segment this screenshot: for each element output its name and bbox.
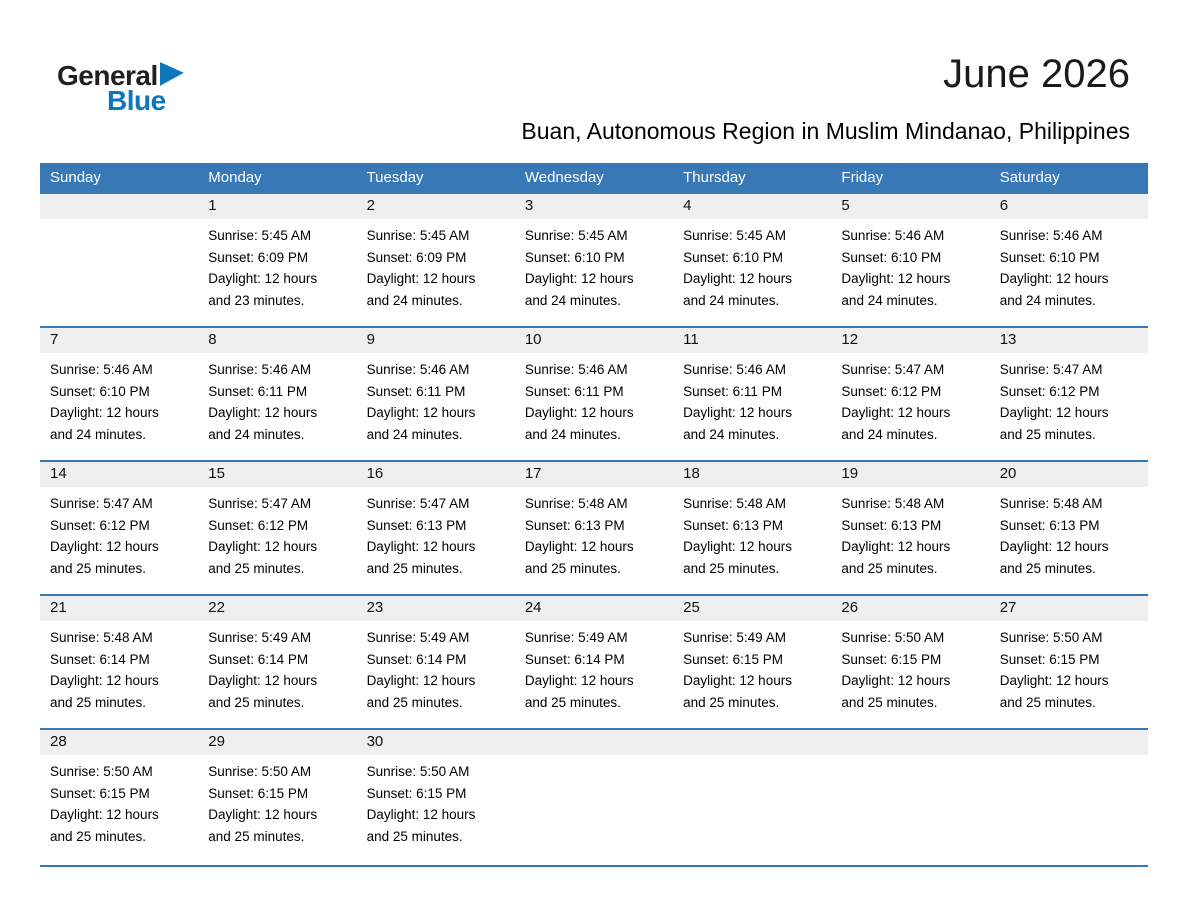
location-subtitle: Buan, Autonomous Region in Muslim Mindanao, Philippines xyxy=(521,118,1130,144)
day-info-line: Sunset: 6:13 PM xyxy=(524,517,625,533)
day-info-line: and 24 minutes. xyxy=(683,292,780,308)
day-info-line: Daylight: 12 hours xyxy=(841,405,951,420)
logo-text-blue: Blue xyxy=(107,85,166,116)
day-info-line: Sunrise: 5:48 AM xyxy=(999,496,1103,511)
weekday-header-row xyxy=(40,163,1148,192)
day-info-line: and 25 minutes. xyxy=(50,828,147,844)
day-info-line: Sunrise: 5:46 AM xyxy=(999,228,1103,243)
day-info-line: and 25 minutes. xyxy=(999,694,1096,710)
day-cell-empty xyxy=(40,194,198,326)
day-cell-19 xyxy=(831,462,989,594)
day-cell-empty xyxy=(990,730,1148,865)
day-number: 6 xyxy=(990,194,1148,219)
day-info-line: and 25 minutes. xyxy=(50,694,147,710)
day-info-line: Daylight: 12 hours xyxy=(50,405,159,420)
day-info-line: Sunset: 6:14 PM xyxy=(208,651,309,667)
day-info xyxy=(40,755,198,847)
day-cell-7 xyxy=(40,328,198,460)
day-cell-13 xyxy=(990,328,1148,460)
day-info xyxy=(357,487,515,579)
day-number: 3 xyxy=(515,194,673,219)
day-cell-27 xyxy=(990,596,1148,728)
day-info-line: Sunrise: 5:50 AM xyxy=(999,630,1103,645)
day-info-line: Sunrise: 5:47 AM xyxy=(366,496,470,511)
day-info-line: Sunset: 6:15 PM xyxy=(366,785,467,801)
day-info-line: and 25 minutes. xyxy=(50,560,147,576)
day-cell-22 xyxy=(198,596,356,728)
weekday-label-sunday: Sunday xyxy=(50,169,101,186)
day-cell-26 xyxy=(831,596,989,728)
day-info-line: Daylight: 12 hours xyxy=(366,673,476,688)
day-info-line: Sunset: 6:12 PM xyxy=(208,517,309,533)
day-info-line: Daylight: 12 hours xyxy=(999,673,1109,688)
day-info-line: Daylight: 12 hours xyxy=(524,405,634,420)
day-info-line: Daylight: 12 hours xyxy=(208,405,318,420)
day-number: 20 xyxy=(990,462,1148,487)
day-info xyxy=(198,755,356,847)
general-blue-logo xyxy=(57,60,207,117)
day-info xyxy=(673,755,831,761)
day-info xyxy=(831,487,989,579)
day-info-line: Daylight: 12 hours xyxy=(50,673,159,688)
day-info-line: Sunrise: 5:45 AM xyxy=(683,228,786,243)
day-number: 12 xyxy=(831,328,989,353)
day-info-line: and 25 minutes. xyxy=(366,828,463,844)
day-info-line: and 25 minutes. xyxy=(999,426,1096,442)
day-info-line: and 24 minutes. xyxy=(524,292,621,308)
day-number: 10 xyxy=(515,328,673,353)
day-info xyxy=(357,219,515,311)
day-info-line: Daylight: 12 hours xyxy=(524,539,634,554)
day-info-line: Sunset: 6:09 PM xyxy=(366,249,467,265)
day-info-line: Sunrise: 5:50 AM xyxy=(366,764,470,779)
day-info xyxy=(990,621,1148,713)
week-row xyxy=(40,326,1148,460)
day-info-line: Sunset: 6:13 PM xyxy=(683,517,783,533)
week-row xyxy=(40,460,1148,594)
day-info-line: and 24 minutes. xyxy=(208,426,305,442)
day-info-line: Sunrise: 5:45 AM xyxy=(524,228,628,243)
day-info-line: Sunrise: 5:46 AM xyxy=(50,362,153,377)
day-info-line: Daylight: 12 hours xyxy=(208,807,318,822)
day-info-line: Daylight: 12 hours xyxy=(999,539,1109,554)
day-number: 15 xyxy=(198,462,356,487)
day-info-line: Sunset: 6:10 PM xyxy=(50,383,150,399)
day-info-line: and 25 minutes. xyxy=(683,560,780,576)
day-number: 2 xyxy=(357,194,515,219)
day-info xyxy=(40,621,198,713)
day-cell-17 xyxy=(515,462,673,594)
day-info xyxy=(990,755,1148,761)
day-cell-15 xyxy=(198,462,356,594)
day-info-line: Sunrise: 5:50 AM xyxy=(50,764,153,779)
day-info xyxy=(40,219,198,225)
day-info-line: and 25 minutes. xyxy=(524,560,621,576)
day-info xyxy=(198,219,356,311)
day-info-line: and 24 minutes. xyxy=(841,426,938,442)
day-number: 27 xyxy=(990,596,1148,621)
day-info xyxy=(673,487,831,579)
day-info-line: Sunrise: 5:46 AM xyxy=(683,362,786,377)
day-info-line: and 25 minutes. xyxy=(208,694,305,710)
day-info-line: Sunrise: 5:45 AM xyxy=(366,228,470,243)
day-info-line: Daylight: 12 hours xyxy=(683,405,792,420)
day-number: 11 xyxy=(673,328,831,353)
page-title: June 2026 xyxy=(943,52,1130,96)
day-cell-4 xyxy=(673,194,831,326)
day-cell-empty xyxy=(673,730,831,865)
day-info xyxy=(198,353,356,445)
day-number: 8 xyxy=(198,328,356,353)
day-info-line: Daylight: 12 hours xyxy=(50,539,159,554)
day-info-line: Sunrise: 5:49 AM xyxy=(524,630,628,645)
day-info-line: Sunrise: 5:47 AM xyxy=(208,496,312,511)
weekday-label-tuesday: Tuesday xyxy=(366,169,424,186)
logo-text-general: General xyxy=(57,60,158,91)
day-info-line: Sunset: 6:11 PM xyxy=(208,383,308,399)
day-info-line: Daylight: 12 hours xyxy=(841,271,951,286)
day-info-line: Sunset: 6:15 PM xyxy=(208,785,309,801)
day-number: 29 xyxy=(198,730,356,755)
day-number: 18 xyxy=(673,462,831,487)
day-info xyxy=(673,353,831,445)
day-info xyxy=(990,487,1148,579)
day-info-line: Sunrise: 5:48 AM xyxy=(50,630,153,645)
day-cell-30 xyxy=(357,730,515,865)
day-info xyxy=(198,487,356,579)
day-number xyxy=(990,730,1148,755)
day-info xyxy=(990,219,1148,311)
day-info xyxy=(357,755,515,847)
day-info-line: Sunset: 6:12 PM xyxy=(50,517,150,533)
day-info-line: Sunrise: 5:50 AM xyxy=(841,630,945,645)
day-number: 1 xyxy=(198,194,356,219)
day-info xyxy=(831,219,989,311)
day-info-line: Sunset: 6:12 PM xyxy=(841,383,942,399)
day-info-line: Sunrise: 5:47 AM xyxy=(50,496,153,511)
weekday-label-thursday: Thursday xyxy=(683,169,746,186)
day-info xyxy=(515,353,673,445)
day-info-line: Sunset: 6:10 PM xyxy=(524,249,625,265)
day-info-line: and 24 minutes. xyxy=(683,426,780,442)
day-info xyxy=(515,487,673,579)
day-number: 17 xyxy=(515,462,673,487)
day-info xyxy=(40,353,198,445)
weekday-label-wednesday: Wednesday xyxy=(524,169,604,186)
day-cell-5 xyxy=(831,194,989,326)
day-number xyxy=(673,730,831,755)
day-info-line: and 23 minutes. xyxy=(208,292,305,308)
day-info-line: Sunrise: 5:48 AM xyxy=(683,496,786,511)
week-row xyxy=(40,192,1148,326)
day-info-line: Sunset: 6:13 PM xyxy=(366,517,467,533)
day-info xyxy=(831,621,989,713)
day-info-line: Sunrise: 5:48 AM xyxy=(841,496,945,511)
day-cell-3 xyxy=(515,194,673,326)
day-info xyxy=(515,219,673,311)
day-info-line: Daylight: 12 hours xyxy=(208,539,318,554)
day-info xyxy=(673,219,831,311)
day-cell-20 xyxy=(990,462,1148,594)
day-info xyxy=(357,353,515,445)
weekday-label-friday: Friday xyxy=(841,169,884,186)
day-info-line: and 24 minutes. xyxy=(524,426,621,442)
day-info-line: Daylight: 12 hours xyxy=(208,271,318,286)
day-info-line: Sunrise: 5:47 AM xyxy=(999,362,1103,377)
day-info-line: Sunset: 6:10 PM xyxy=(683,249,783,265)
day-info-line: Daylight: 12 hours xyxy=(366,539,476,554)
day-number xyxy=(515,730,673,755)
day-info-line: Sunrise: 5:49 AM xyxy=(208,630,312,645)
day-cell-empty xyxy=(515,730,673,865)
day-info-line: and 25 minutes. xyxy=(841,694,938,710)
day-info-line: Daylight: 12 hours xyxy=(366,405,476,420)
day-info-line: Sunset: 6:11 PM xyxy=(366,383,466,399)
day-number: 5 xyxy=(831,194,989,219)
day-number: 30 xyxy=(357,730,515,755)
day-number: 16 xyxy=(357,462,515,487)
day-number xyxy=(831,730,989,755)
day-cell-25 xyxy=(673,596,831,728)
day-info-line: Sunrise: 5:49 AM xyxy=(366,630,470,645)
day-number: 4 xyxy=(673,194,831,219)
week-row xyxy=(40,594,1148,728)
day-info-line: and 25 minutes. xyxy=(999,560,1096,576)
day-info-line: Sunrise: 5:49 AM xyxy=(683,630,786,645)
day-info xyxy=(831,353,989,445)
day-info-line: Daylight: 12 hours xyxy=(841,673,951,688)
day-info-line: Sunset: 6:11 PM xyxy=(683,383,782,399)
day-info-line: Sunset: 6:15 PM xyxy=(841,651,942,667)
day-cell-18 xyxy=(673,462,831,594)
day-number: 23 xyxy=(357,596,515,621)
day-info-line: and 25 minutes. xyxy=(366,694,463,710)
day-info-line: and 24 minutes. xyxy=(841,292,938,308)
day-cell-23 xyxy=(357,596,515,728)
day-info xyxy=(990,353,1148,445)
day-info-line: Sunset: 6:12 PM xyxy=(999,383,1100,399)
day-info-line: Sunrise: 5:46 AM xyxy=(841,228,945,243)
day-info-line: Sunrise: 5:46 AM xyxy=(366,362,470,377)
day-info-line: Sunset: 6:15 PM xyxy=(50,785,150,801)
day-cell-1 xyxy=(198,194,356,326)
day-info-line: Sunrise: 5:50 AM xyxy=(208,764,312,779)
day-cell-9 xyxy=(357,328,515,460)
day-number xyxy=(40,194,198,219)
calendar-table xyxy=(40,163,1148,867)
day-info-line: Daylight: 12 hours xyxy=(366,271,476,286)
day-info-line: Sunset: 6:15 PM xyxy=(683,651,783,667)
day-info-line: Daylight: 12 hours xyxy=(683,539,792,554)
day-info-line: Sunrise: 5:47 AM xyxy=(841,362,945,377)
day-cell-10 xyxy=(515,328,673,460)
day-cell-8 xyxy=(198,328,356,460)
day-number: 13 xyxy=(990,328,1148,353)
week-row xyxy=(40,728,1148,867)
day-info-line: Daylight: 12 hours xyxy=(999,271,1109,286)
day-info xyxy=(673,621,831,713)
day-cell-empty xyxy=(831,730,989,865)
day-cell-21 xyxy=(40,596,198,728)
day-info-line: Daylight: 12 hours xyxy=(524,271,634,286)
day-number: 22 xyxy=(198,596,356,621)
day-info-line: Daylight: 12 hours xyxy=(683,271,792,286)
day-info-line: and 25 minutes. xyxy=(683,694,780,710)
day-number: 25 xyxy=(673,596,831,621)
day-info xyxy=(40,487,198,579)
day-info-line: Sunset: 6:14 PM xyxy=(524,651,625,667)
logo-flag-icon xyxy=(160,62,184,86)
day-cell-2 xyxy=(357,194,515,326)
day-info xyxy=(515,621,673,713)
day-number: 26 xyxy=(831,596,989,621)
day-info xyxy=(198,621,356,713)
day-info-line: Sunset: 6:11 PM xyxy=(524,383,624,399)
day-info-line: Sunset: 6:15 PM xyxy=(999,651,1100,667)
day-info-line: Daylight: 12 hours xyxy=(50,807,159,822)
day-cell-6 xyxy=(990,194,1148,326)
day-number: 9 xyxy=(357,328,515,353)
day-info-line: and 25 minutes. xyxy=(208,828,305,844)
day-cell-12 xyxy=(831,328,989,460)
calendar-grid xyxy=(40,192,1148,867)
day-info-line: Sunset: 6:09 PM xyxy=(208,249,309,265)
day-info-line: Daylight: 12 hours xyxy=(524,673,634,688)
day-number: 28 xyxy=(40,730,198,755)
day-info-line: Sunrise: 5:45 AM xyxy=(208,228,312,243)
day-info-line: and 25 minutes. xyxy=(366,560,463,576)
day-number: 21 xyxy=(40,596,198,621)
day-info-line: and 25 minutes. xyxy=(841,560,938,576)
day-info xyxy=(515,755,673,761)
day-cell-14 xyxy=(40,462,198,594)
day-info-line: Sunset: 6:13 PM xyxy=(999,517,1100,533)
day-info-line: Sunrise: 5:48 AM xyxy=(524,496,628,511)
day-cell-16 xyxy=(357,462,515,594)
day-info-line: Daylight: 12 hours xyxy=(999,405,1109,420)
day-number: 7 xyxy=(40,328,198,353)
day-info-line: Sunset: 6:10 PM xyxy=(841,249,942,265)
day-info-line: Sunset: 6:10 PM xyxy=(999,249,1100,265)
day-number: 24 xyxy=(515,596,673,621)
day-info-line: and 24 minutes. xyxy=(50,426,147,442)
day-info xyxy=(357,621,515,713)
day-info xyxy=(831,755,989,761)
day-info-line: Daylight: 12 hours xyxy=(366,807,476,822)
day-number: 19 xyxy=(831,462,989,487)
day-info-line: Sunset: 6:14 PM xyxy=(50,651,150,667)
day-info-line: and 25 minutes. xyxy=(524,694,621,710)
day-info-line: Sunset: 6:14 PM xyxy=(366,651,467,667)
day-info-line: Sunset: 6:13 PM xyxy=(841,517,942,533)
day-cell-11 xyxy=(673,328,831,460)
day-info-line: and 24 minutes. xyxy=(366,426,463,442)
day-cell-29 xyxy=(198,730,356,865)
day-info-line: and 24 minutes. xyxy=(999,292,1096,308)
day-info-line: Daylight: 12 hours xyxy=(208,673,318,688)
day-info-line: Daylight: 12 hours xyxy=(683,673,792,688)
weekday-label-monday: Monday xyxy=(208,169,262,186)
day-info-line: Sunrise: 5:46 AM xyxy=(208,362,312,377)
day-cell-28 xyxy=(40,730,198,865)
day-number: 14 xyxy=(40,462,198,487)
day-info-line: Daylight: 12 hours xyxy=(841,539,951,554)
weekday-label-saturday: Saturday xyxy=(999,169,1060,186)
day-info-line: Sunrise: 5:46 AM xyxy=(524,362,628,377)
day-info-line: and 24 minutes. xyxy=(366,292,463,308)
day-cell-24 xyxy=(515,596,673,728)
day-info-line: and 25 minutes. xyxy=(208,560,305,576)
